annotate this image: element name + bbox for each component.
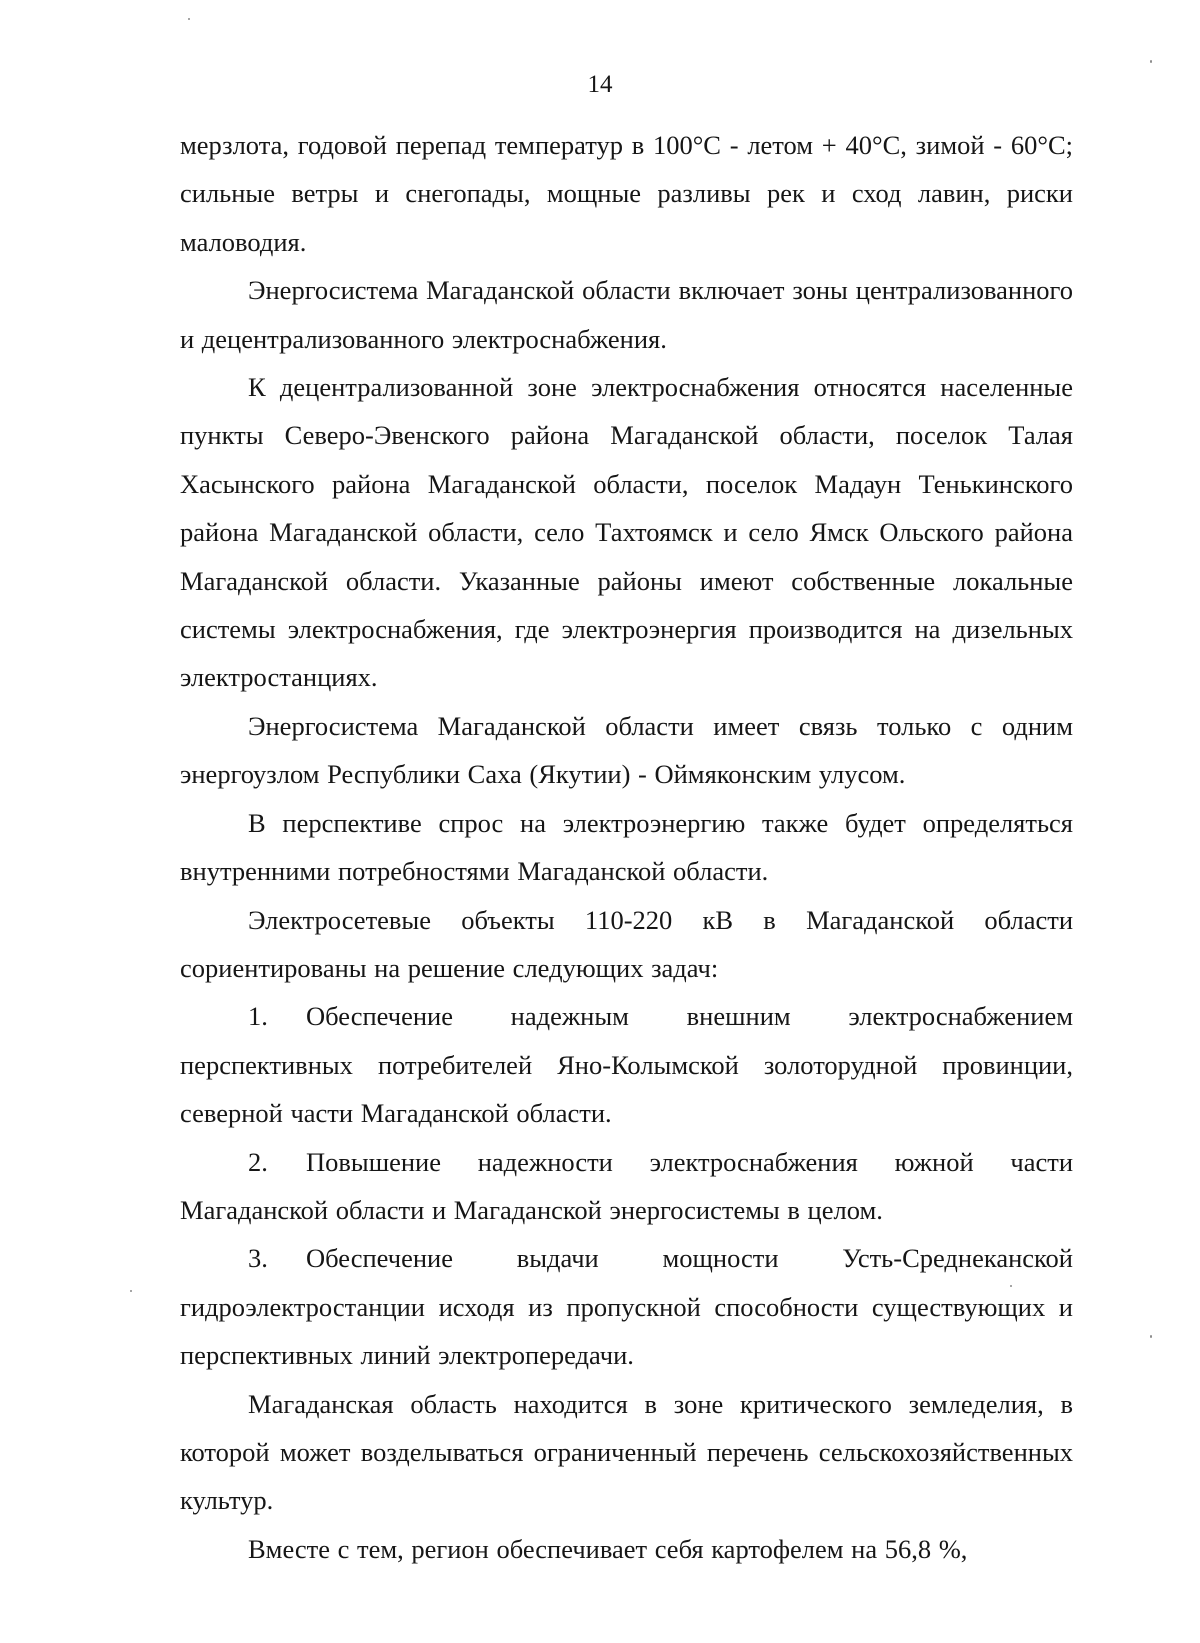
document-body	[180, 121, 1073, 1573]
list-number: 1.	[248, 1001, 268, 1032]
paragraph-energy-system-zones: Энергосистема Магаданской области включает зоны централизованного и децентрализованного электроснабжения.	[180, 275, 1073, 354]
paragraph-agriculture-zone: Магаданская область находится в зоне критического земледелия, в которой может возделываться ограниченный перечень сельскохозяйственных культур.	[180, 1388, 1073, 1516]
paragraph-permafrost-climate: мерзлота, годовой перепад температур в 100°С - летом + 40°С, зимой - 60°С; сильные ветры и снегопады, мощные разливы рек и сход лавин, риски маловодия.	[180, 130, 1073, 257]
list-item-3	[180, 1234, 1073, 1379]
page-number: 14	[587, 71, 613, 98]
paragraph-grid-objectives: Электросетевые объекты 110-220 кВ в Магаданской области сориентированы на решение следующих задач:	[180, 904, 1073, 983]
scan-speck	[130, 1290, 132, 1292]
paragraph-potato-supply: Вместе с тем, регион обеспечивает себя картофелем на 56,8 %,	[248, 1533, 968, 1564]
list-number: 3.	[248, 1243, 268, 1274]
list-item-text: Обеспечение выдачи мощности Усть-Среднеканской гидроэлектростанции исходя из пропускной способности существующих и перспективных линий электропередачи.	[180, 1243, 1073, 1371]
list-item-text: Обеспечение надежным внешним электроснабжением перспективных потребителей Яно-Колымской золоторудной провинции, северной части Магаданской области.	[180, 1001, 1073, 1129]
list-item-text: Повышение надежности электроснабжения южной части Магаданской области и Магаданской энергосистемы в целом.	[180, 1146, 1073, 1225]
scan-speck	[1010, 1285, 1012, 1287]
paragraph-decentralized-zone: К децентрализованной зоне электроснабжения относятся населенные пункты Северо-Эвенского района Магаданской области, поселок Талая Хасынского района Магаданской области, поселок Мадаун Тенькинского района Магаданской области, село Тахтоямск и село Ямск Ольского района Магаданской области. Указанные районы имеют собственные локальные системы электроснабжения, где электроэнергия производится на дизельных электростанциях.	[180, 372, 1073, 693]
list-number: 2.	[248, 1146, 268, 1177]
paragraph-demand-outlook: В перспективе спрос на электроэнергию также будет определяться внутренними потребностями Магаданской области.	[180, 807, 1073, 887]
list-item-2	[180, 1138, 1073, 1235]
paragraph-yakutia-link: Энергосистема Магаданской области имеет связь только с одним энергоузлом Республики Саха (Якутии) - Оймяконским улусом.	[180, 710, 1073, 790]
list-item-1	[180, 992, 1073, 1137]
scan-speck	[188, 18, 190, 20]
scan-speck	[1150, 1335, 1152, 1338]
scan-speck	[1150, 60, 1152, 63]
